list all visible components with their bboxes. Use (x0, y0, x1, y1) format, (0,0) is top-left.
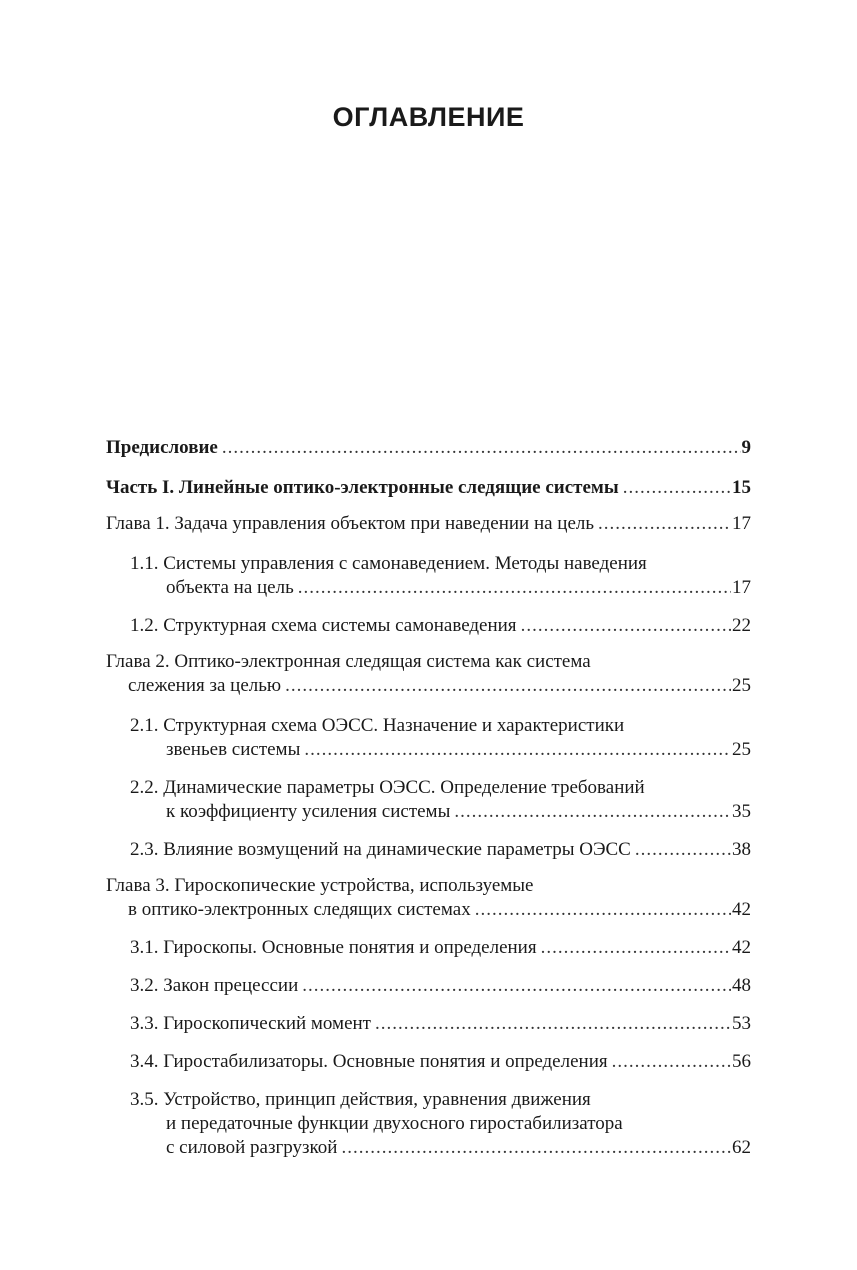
dot-leader (454, 800, 731, 824)
toc-entry-title: 3.3. Гироскопический момент (130, 1013, 371, 1034)
toc-entry-title: 3.1. Гироскопы. Основные понятия и определения (130, 937, 537, 958)
dot-leader (375, 1012, 731, 1036)
toc-entry[interactable] (106, 512, 751, 536)
toc-entry-title: Часть I. Линейные оптико-электронные следящие системы (106, 477, 619, 498)
toc-entry-page: 22 (732, 615, 751, 636)
toc-entry[interactable] (106, 1050, 751, 1074)
toc-entry-title: 1.2. Структурная схема системы самонаведения (130, 615, 517, 636)
toc-entry[interactable] (106, 614, 751, 638)
toc-entry-title: Глава 2. Оптико-электронная следящая система как система (106, 651, 591, 672)
toc-entry[interactable] (106, 1088, 751, 1160)
toc-entry[interactable] (106, 776, 751, 824)
toc-entry-title: звеньев системы (166, 739, 301, 760)
toc-entry[interactable] (106, 874, 751, 922)
toc-entry-page: 38 (732, 839, 751, 860)
toc-entry-title: 1.1. Системы управления с самонаведением. Методы наведения (130, 553, 647, 574)
dot-leader (302, 974, 731, 998)
dot-leader (598, 512, 731, 536)
toc-entry[interactable] (106, 974, 751, 998)
dot-leader (285, 674, 731, 698)
toc-entry-page: 15 (732, 477, 751, 498)
toc-entry-title: 3.5. Устройство, принцип действия, уравнения движения (130, 1089, 591, 1110)
toc-entry-page: 35 (732, 801, 751, 822)
toc-entry-page: 53 (732, 1013, 751, 1034)
toc-entry-title: Предисловие (106, 437, 218, 458)
toc-entry-title: 2.1. Структурная схема ОЭСС. Назначение и характеристики (130, 715, 625, 736)
toc-entry[interactable] (106, 436, 751, 460)
dot-leader (623, 476, 731, 500)
toc-entry-title: Глава 1. Задача управления объектом при наведении на цель (106, 513, 595, 534)
toc-entry-page: 62 (732, 1137, 751, 1158)
toc-entry-page: 25 (732, 675, 751, 696)
dot-leader (521, 614, 731, 638)
dot-leader (541, 936, 731, 960)
toc-entry-page: 17 (732, 513, 751, 534)
toc-entry[interactable] (106, 936, 751, 960)
toc-entry[interactable] (106, 476, 751, 500)
toc-entry-title: с силовой разгрузкой (166, 1137, 338, 1158)
toc-entry-title: 3.2. Закон прецессии (130, 975, 299, 996)
toc-entry-title: слежения за целью (128, 675, 282, 696)
dot-leader (475, 898, 731, 922)
toc-entry-title: в оптико-электронных следящих системах (128, 899, 471, 920)
dot-leader (612, 1050, 731, 1074)
dot-leader (222, 436, 741, 460)
toc-entry-page: 17 (732, 577, 751, 598)
dot-leader (341, 1136, 731, 1160)
toc-entry-title: 2.2. Динамические параметры ОЭСС. Определение требований (130, 777, 645, 798)
toc-entry-page: 42 (732, 899, 751, 920)
toc-entry[interactable] (106, 838, 751, 862)
toc-entry-title: 2.3. Влияние возмущений на динамические параметры ОЭСС (130, 839, 631, 860)
toc-entry-title: и передаточные функции двухосного гиростабилизатора (166, 1113, 623, 1134)
toc-entry-title: к коэффициенту усиления системы (166, 801, 451, 822)
toc-entry-page: 48 (732, 975, 751, 996)
dot-leader (304, 738, 731, 762)
toc-entry[interactable] (106, 714, 751, 762)
toc-entry-page: 9 (741, 437, 751, 458)
toc-entry[interactable] (106, 552, 751, 600)
toc-entry-title: 3.4. Гиростабилизаторы. Основные понятия и определения (130, 1051, 608, 1072)
toc-entry[interactable] (106, 650, 751, 698)
page-title: ОГЛАВЛЕНИЕ (332, 102, 525, 132)
toc-entry-page: 42 (732, 937, 751, 958)
toc-entry-title: объекта на цель (166, 577, 294, 598)
dot-leader (635, 838, 731, 862)
toc-entry-page: 25 (732, 739, 751, 760)
toc-entry-page: 56 (732, 1051, 751, 1072)
toc-entry-title: Глава 3. Гироскопические устройства, используемые (106, 875, 534, 896)
toc-entry[interactable] (106, 1012, 751, 1036)
table-of-contents (106, 436, 751, 1160)
dot-leader (298, 576, 731, 600)
